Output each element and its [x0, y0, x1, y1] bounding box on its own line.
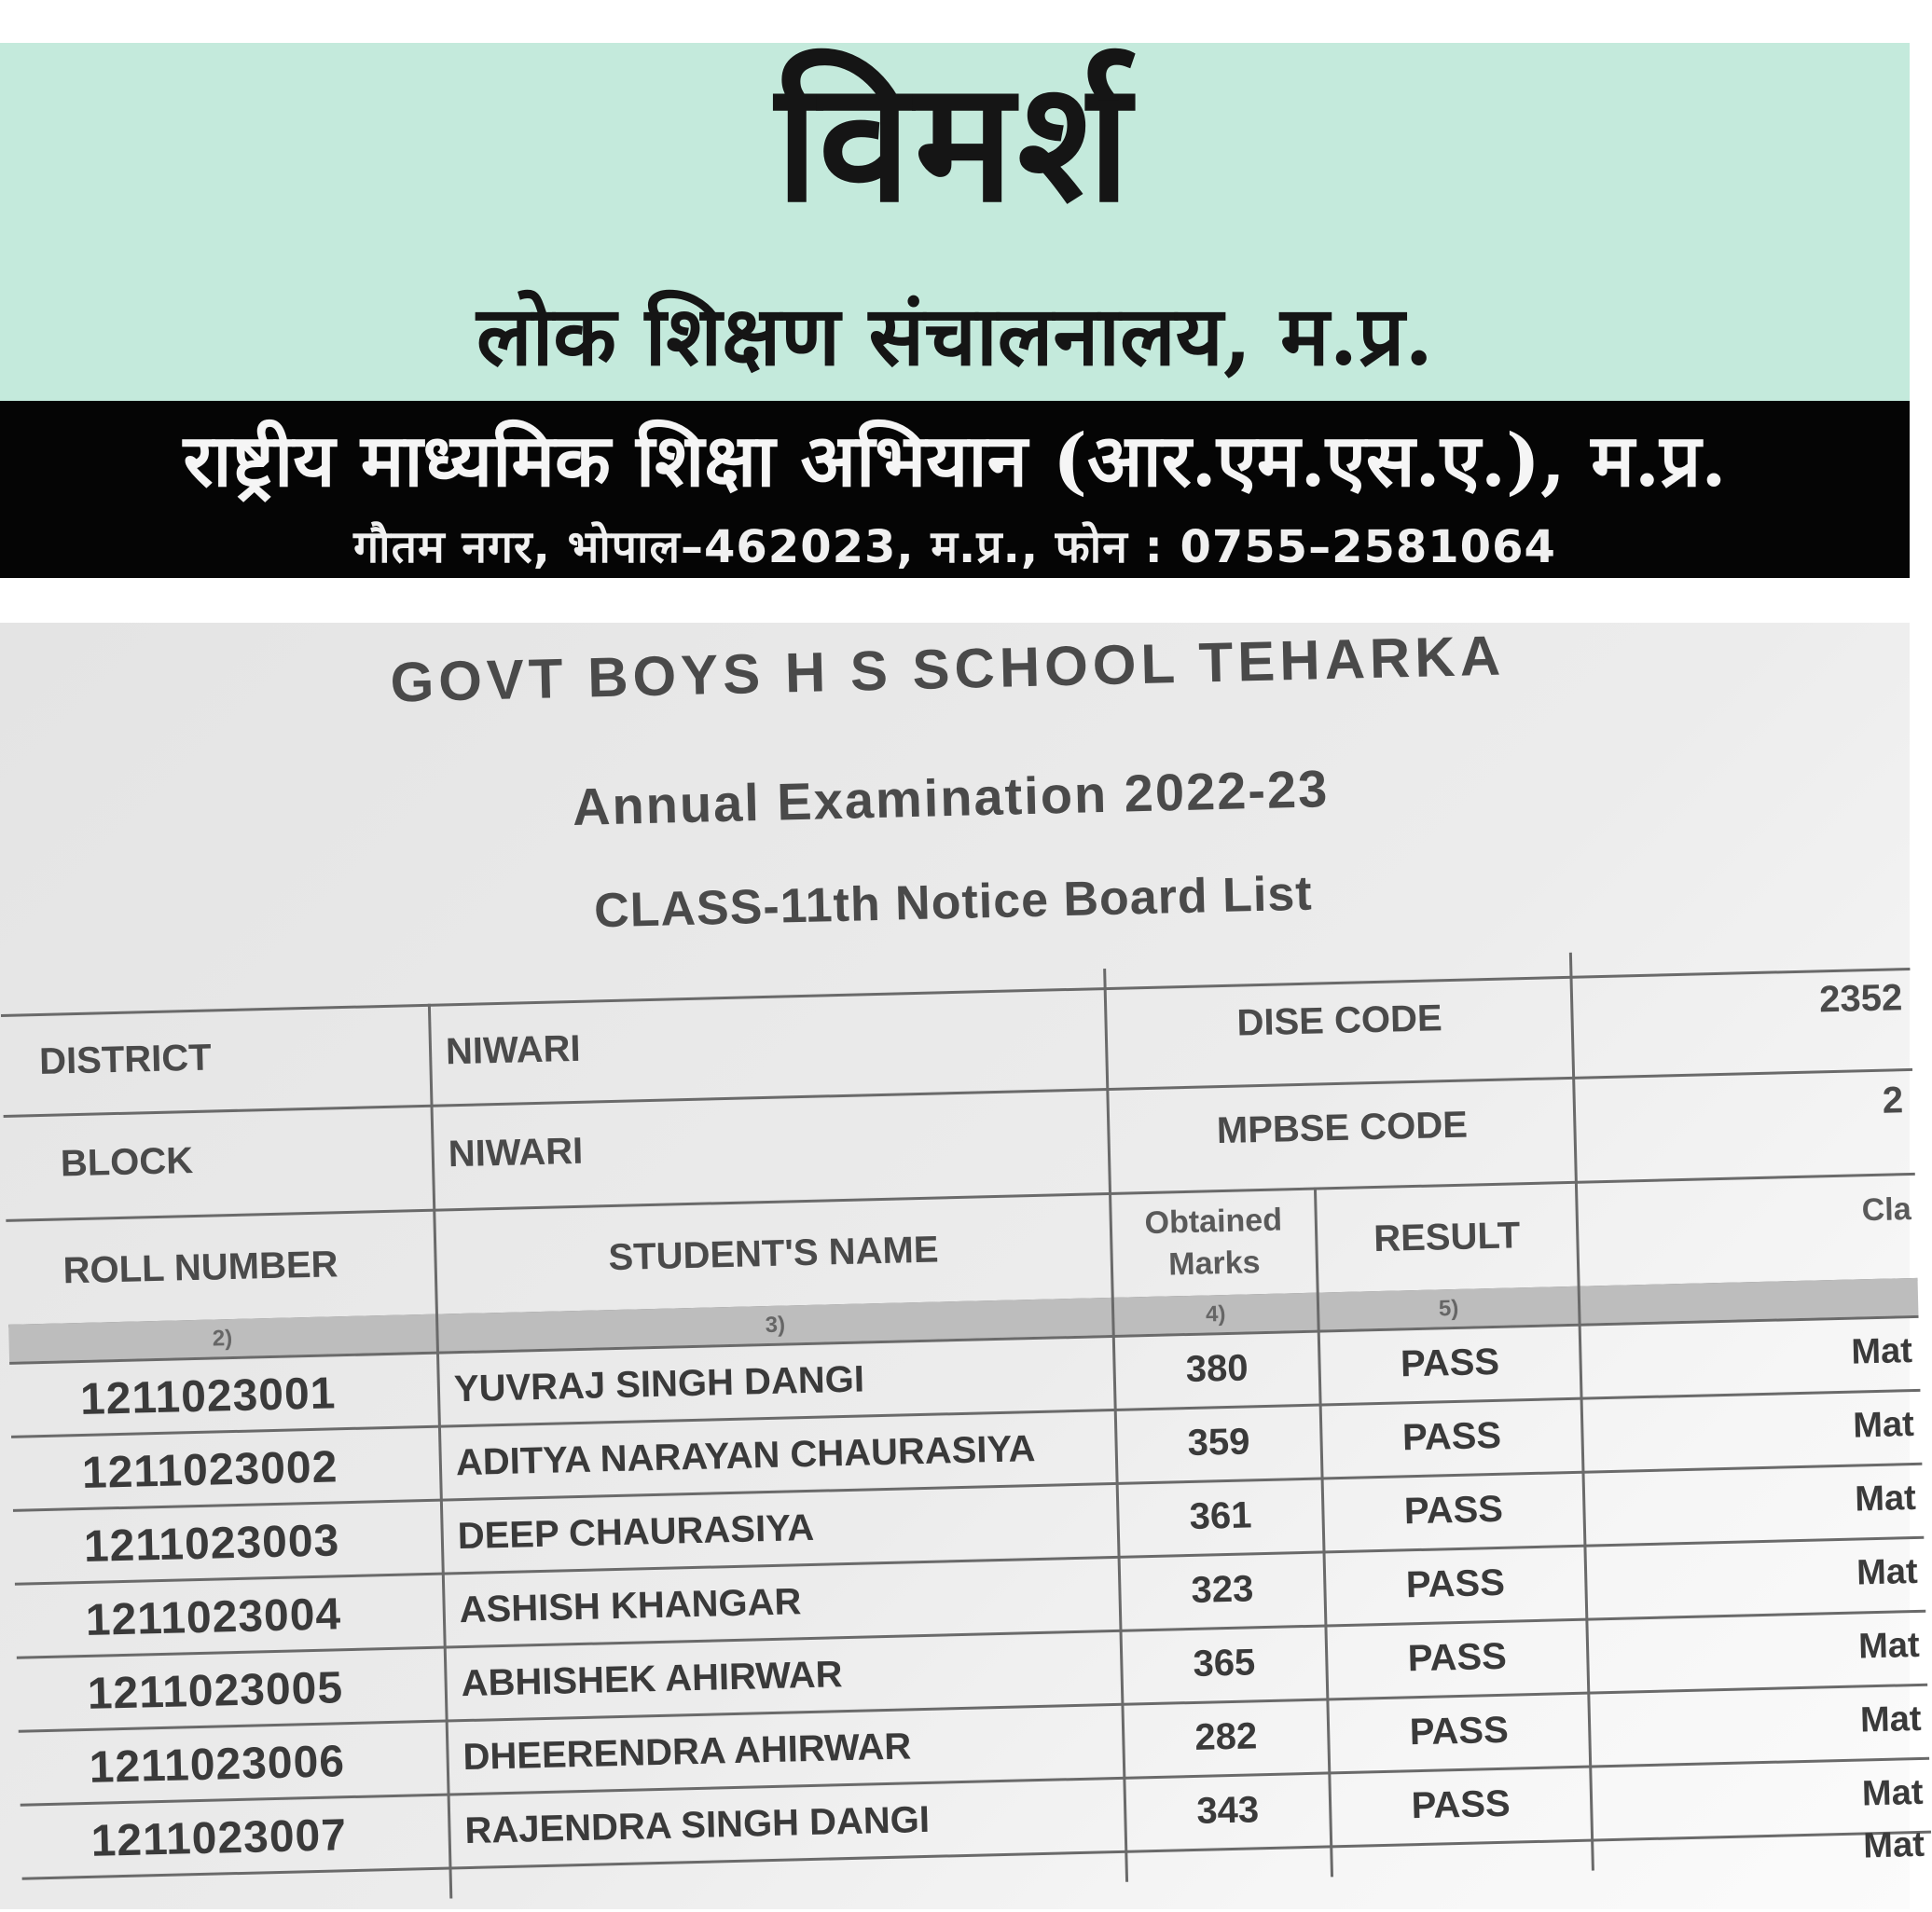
- roll-number: 1211023004: [85, 1589, 342, 1645]
- table-rule: [6, 1173, 1914, 1222]
- office-address: गौतम नगर, भोपाल–462023, म.प्र., फोन : 0755–2581064: [353, 521, 1556, 573]
- obtained-marks: 365: [1192, 1642, 1256, 1685]
- roll-number: 1211023003: [83, 1516, 340, 1572]
- class-subject: Mat: [1861, 1772, 1924, 1814]
- school-name: GOVT BOYS H S SCHOOL TEHARKA: [389, 624, 1506, 714]
- mission-title: राष्ट्रीय माध्यमिक शिक्षा अभियान (आर.एम.एस.ए.), म.प्र.: [183, 419, 1727, 503]
- result-value: PASS: [1405, 1561, 1506, 1606]
- column-number: 3): [765, 1312, 786, 1339]
- result-value: PASS: [1401, 1414, 1502, 1459]
- obtained-marks: 323: [1191, 1568, 1254, 1611]
- student-name: ASHISH KHANGAR: [459, 1581, 802, 1631]
- class-header: Cla: [1861, 1191, 1912, 1229]
- obtained-marks: 359: [1187, 1421, 1250, 1465]
- class-subject: Mat: [1859, 1699, 1923, 1740]
- class-subject: Mat: [1854, 1478, 1917, 1520]
- district-value: NIWARI: [445, 1027, 582, 1073]
- obtained-marks: 380: [1185, 1347, 1249, 1391]
- department-title: लोक शिक्षण संचालनालय, म.प्र.: [476, 287, 1434, 384]
- class-subject: Mat: [1852, 1404, 1915, 1446]
- student-name: DEEP CHAURASIYA: [457, 1506, 815, 1558]
- student-name: RAJENDRA SINGH DANGI: [463, 1798, 931, 1852]
- student-name: DHEERENDRA AHIRWAR: [462, 1726, 912, 1779]
- roll-number: 1211023002: [81, 1442, 338, 1499]
- dise-label: DISE CODE: [1236, 997, 1443, 1044]
- class-subject: Mat: [1850, 1331, 1913, 1372]
- dise-value: 2352: [1818, 977, 1903, 1021]
- list-title: CLASS-11th Notice Board List: [593, 866, 1314, 939]
- class-subject: Mat: [1857, 1625, 1921, 1667]
- roll-number: 1211023001: [79, 1369, 337, 1425]
- column-number: 4): [1205, 1300, 1226, 1327]
- result-value: PASS: [1403, 1488, 1504, 1533]
- roll-number: 1211023006: [89, 1737, 346, 1793]
- obtained-marks: 282: [1194, 1715, 1258, 1758]
- table-rule: [4, 1068, 1912, 1118]
- result-sheet-photo: [0, 623, 1925, 1909]
- result-header: RESULT: [1373, 1215, 1521, 1260]
- block-label: BLOCK: [60, 1140, 194, 1185]
- block-value: NIWARI: [448, 1130, 584, 1176]
- roll-number-header: ROLL NUMBER: [62, 1244, 338, 1292]
- result-table: [0, 576, 1932, 1909]
- roll-number: 1211023007: [90, 1810, 348, 1866]
- table-rule: [1, 968, 1910, 1017]
- mpbse-label: MPBSE CODE: [1216, 1104, 1469, 1152]
- district-label: DISTRICT: [38, 1037, 213, 1082]
- roll-number: 1211023005: [87, 1663, 344, 1719]
- column-number: 2): [212, 1326, 233, 1352]
- obtained-marks: 361: [1189, 1494, 1252, 1537]
- obtained-marks-header: Obtained: [1144, 1202, 1283, 1242]
- student-name-header: STUDENT'S NAME: [608, 1229, 939, 1279]
- class-subject: Mat: [1856, 1551, 1919, 1593]
- result-value: PASS: [1411, 1782, 1511, 1827]
- student-name: ABHISHEK AHIRWAR: [461, 1654, 843, 1705]
- student-name: YUVRAJ SINGH DANGI: [453, 1358, 865, 1410]
- mpbse-value: 2: [1882, 1080, 1904, 1121]
- result-value: PASS: [1400, 1341, 1500, 1385]
- class-subject: Mat: [1862, 1824, 1925, 1866]
- result-value: PASS: [1407, 1635, 1508, 1680]
- column-number: 5): [1438, 1295, 1459, 1322]
- result-value: PASS: [1409, 1709, 1510, 1754]
- exam-title: Annual Examination 2022-23: [572, 759, 1330, 836]
- student-name: ADITYA NARAYAN CHAURASIYA: [455, 1428, 1036, 1484]
- obtained-marks-header-2: Marks: [1167, 1245, 1261, 1283]
- result-sheet: [0, 576, 1932, 1909]
- obtained-marks: 343: [1195, 1789, 1260, 1832]
- vimarsh-logo: विमर्श: [775, 44, 1135, 239]
